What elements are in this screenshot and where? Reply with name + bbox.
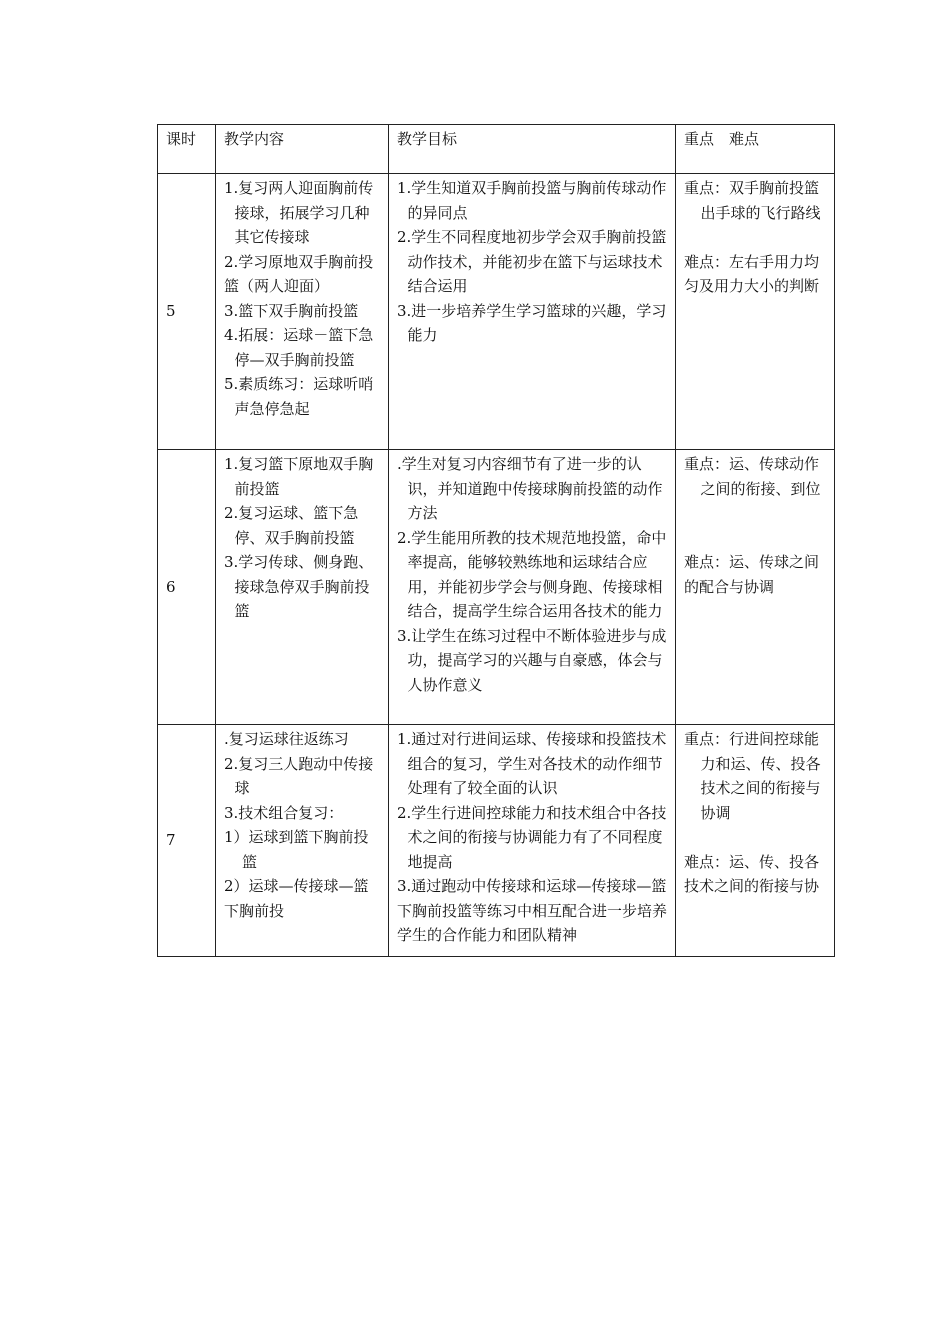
content-cell: [216, 450, 389, 725]
goal-item: 1.通过对行进间运球、传接球和投篮技术组合的复习，学生对各技术的动作细节处理有了较全面的认识: [397, 730, 667, 797]
goal-item: 3.让学生在练习过程中不断体验进步与成功，提高学习的兴趣与自豪感，体会与人协作意义: [397, 626, 667, 694]
content-item: 4.拓展：运球－篮下急停—双手胸前投篮: [224, 326, 374, 369]
goal-cell: [389, 174, 676, 450]
key-point: 重点：双手胸前投篮出手球的飞行路线: [684, 179, 821, 222]
header-key-difficulty: 重点 难点: [676, 125, 835, 174]
content-item: 2）运球—传接球—篮下胸前投: [224, 877, 369, 920]
goal-cell: [389, 725, 676, 957]
content-item: 3.技术组合复习：: [224, 803, 344, 822]
content-item: 1）运球到篮下胸前投篮: [224, 828, 369, 871]
table-header-row: [158, 125, 835, 174]
goal-cell: [389, 450, 676, 725]
table-row: [158, 725, 835, 957]
content-item: 1.复习两人迎面胸前传接球，拓展学习几种其它传接球: [224, 179, 374, 246]
content-item: 2.复习运球、篮下急停、双手胸前投篮: [224, 504, 359, 547]
content-item: 1.复习篮下原地双手胸前投篮: [224, 455, 374, 498]
content-item: 2.学习原地双手胸前投篮（两人迎面）: [224, 252, 374, 295]
header-period: 课时: [158, 125, 216, 174]
table-row: [158, 174, 835, 450]
goal-item: .学生对复习内容细节有了进一步的认识，并知道跑中传接球胸前投篮的动作方法: [397, 455, 663, 522]
header-goal: 教学目标: [389, 125, 676, 174]
content-cell: [216, 174, 389, 450]
period-cell: 7: [158, 725, 216, 957]
goal-item: 2.学生能用所教的技术规范地投篮，命中率提高，能够较熟练地和运球结合应用，并能初步学会与侧身跑、传接球相结合，提高学生综合运用各技术的能力: [397, 528, 667, 620]
period-cell: 6: [158, 450, 216, 725]
key-difficulty-cell: [676, 174, 835, 450]
lesson-plan-table: [157, 124, 835, 957]
period-cell: 5: [158, 174, 216, 450]
goal-item: 2.学生行进间控球能力和技术组合中各技术之间的衔接与协调能力有了不同程度地提高: [397, 803, 667, 871]
key-point: 重点：运、传球动作之间的衔接、到位: [684, 455, 821, 498]
header-content: 教学内容: [216, 125, 389, 174]
key-point: 重点：行进间控球能力和运、传、投各技术之间的衔接与协调: [684, 730, 821, 822]
key-difficulty-cell: [676, 450, 835, 725]
goal-item: 1.学生知道双手胸前投篮与胸前传球动作的异同点: [397, 179, 667, 222]
goal-item: 3.进一步培养学生学习篮球的兴趣，学习能力: [397, 301, 667, 344]
content-item: 3.学习传球、侧身跑、接球急停双手胸前投篮: [224, 553, 374, 620]
goal-item: 2.学生不同程度地初步学会双手胸前投篮动作技术，并能初步在篮下与运球技术结合运用: [397, 228, 667, 295]
content-item: 3.篮下双手胸前投篮: [224, 301, 359, 320]
difficulty: 难点：左右手用力均匀及用力大小的判断: [684, 252, 820, 295]
content-cell: [216, 725, 389, 957]
goal-item: 3.通过跑动中传接球和运球—传接球—篮下胸前投篮等练习中相互配合进一步培养学生的合作能力和团队精神: [397, 877, 668, 944]
content-item: .复习运球往返练习: [224, 730, 349, 748]
difficulty: 难点：运、传、投各技术之间的衔接与协: [684, 852, 820, 895]
content-item: 2.复习三人跑动中传接球: [224, 754, 374, 797]
content-item: 5.素质练习：运球听哨声急停急起: [224, 375, 374, 418]
key-difficulty-cell: [676, 725, 835, 957]
table-row: [158, 450, 835, 725]
difficulty: 难点：运、传球之间的配合与协调: [684, 553, 820, 596]
